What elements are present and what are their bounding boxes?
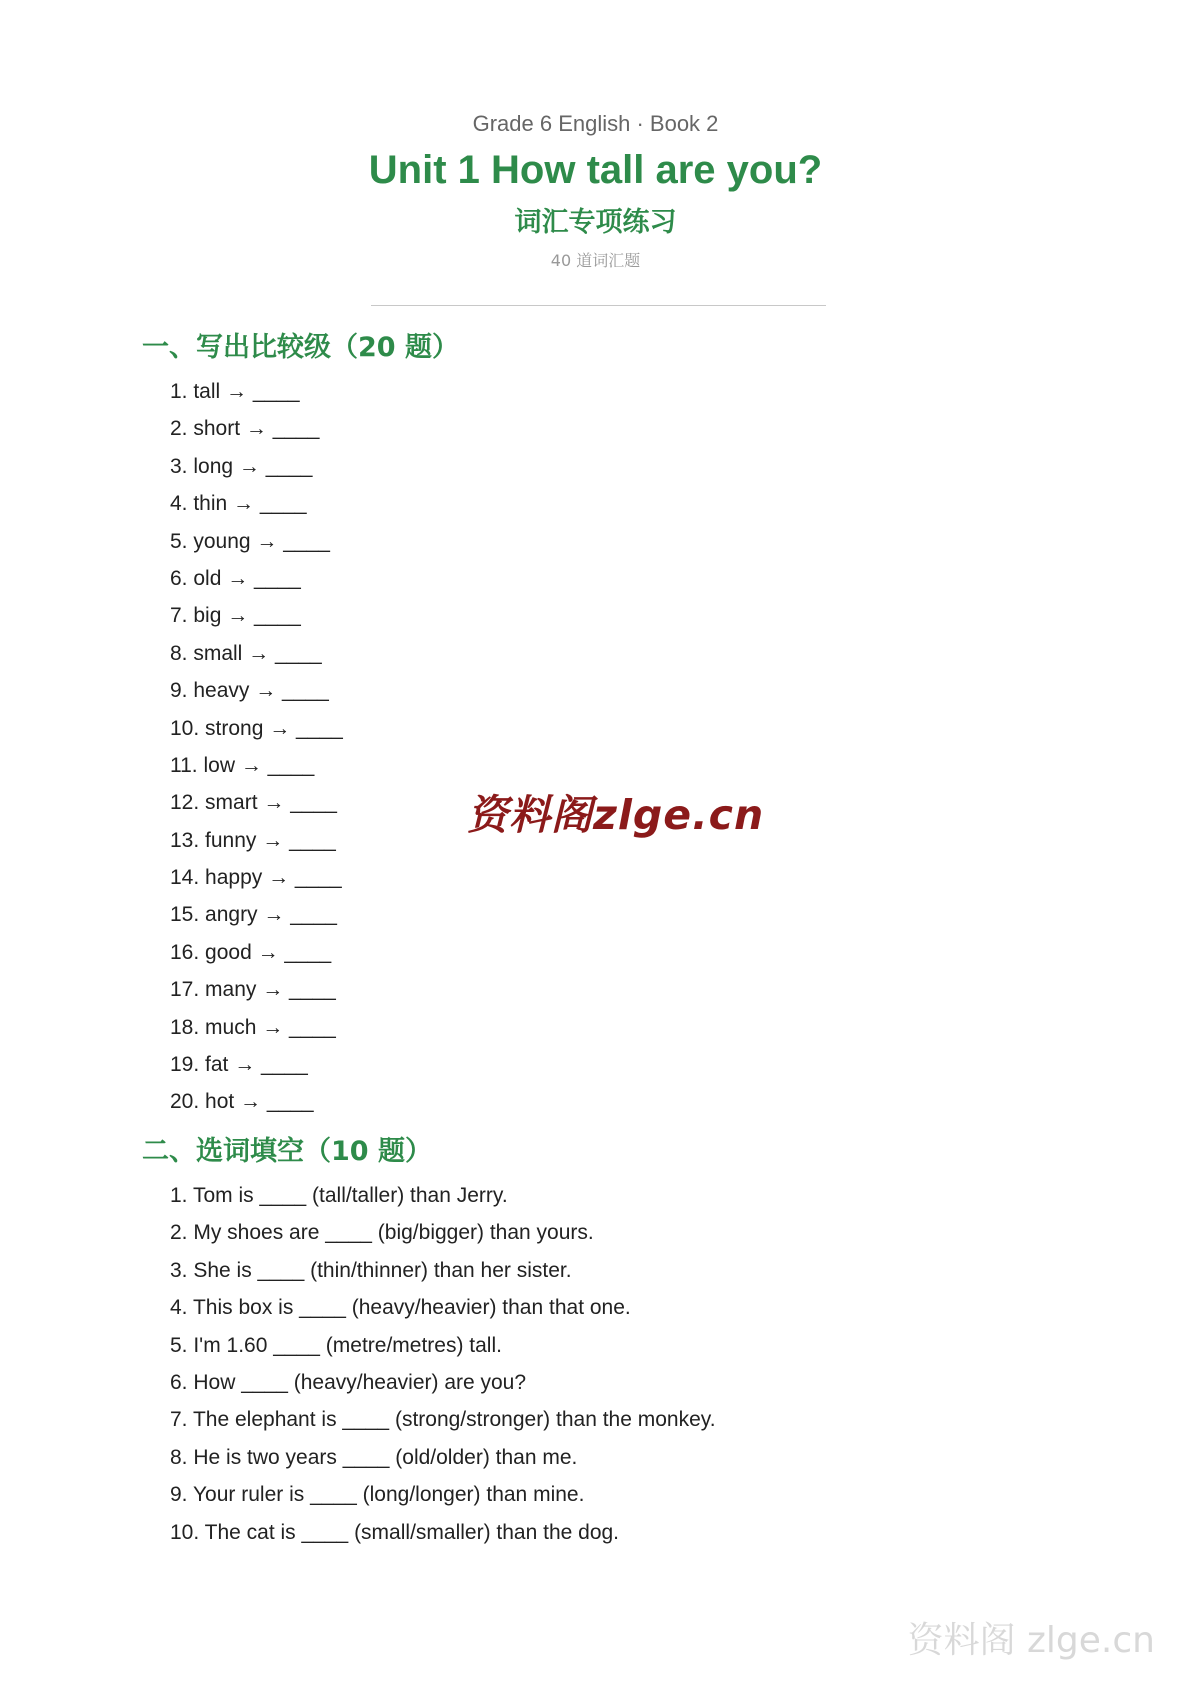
- list-item: 20. hot → ____: [170, 1090, 314, 1114]
- list-item: 9. heavy → ____: [170, 679, 329, 703]
- list-item: 5. young → ____: [170, 529, 330, 553]
- list-item: 3. She is ____ (thin/thinner) than her sister.: [170, 1258, 572, 1282]
- list-item: 3. long → ____: [170, 454, 313, 478]
- list-item: 17. many → ____: [170, 978, 336, 1002]
- list-item: 6. How ____ (heavy/heavier) are you?: [170, 1370, 527, 1394]
- list-item: 1. Tom is ____ (tall/taller) than Jerry.: [170, 1184, 508, 1207]
- list-item: 4. This box is ____ (heavy/heavier) than that one.: [170, 1296, 631, 1320]
- list-item: 13. funny → ____: [170, 828, 336, 852]
- header-divider: [371, 305, 826, 306]
- section1-list: [170, 373, 343, 1121]
- section1-title: 一、写出比较级（20 题）: [142, 332, 459, 363]
- list-item: 8. He is two years ____ (old/older) than me.: [170, 1445, 578, 1469]
- list-item: 18. much → ____: [170, 1015, 336, 1039]
- center-watermark: 资料阁zlge.cn: [467, 791, 765, 839]
- section2-title: 二、选词填空（10 题）: [142, 1136, 432, 1167]
- list-item: 2. My shoes are ____ (big/bigger) than yours.: [170, 1221, 594, 1245]
- list-item: 16. good → ____: [170, 940, 332, 964]
- list-item: 7. The elephant is ____ (strong/stronger) than the monkey.: [170, 1408, 716, 1432]
- list-item: 8. small → ____: [170, 641, 322, 665]
- list-item: 19. fat → ____: [170, 1053, 308, 1077]
- footer-watermark: 资料阁 zlge.cn: [907, 1620, 1155, 1661]
- list-item: 4. thin → ____: [170, 492, 307, 516]
- list-item: 12. smart → ____: [170, 791, 337, 815]
- document-header: [0, 108, 1191, 272]
- grade-subtitle: Grade 6 English · Book 2: [472, 111, 719, 136]
- list-item: 10. The cat is ____ (small/smaller) than the dog.: [170, 1520, 620, 1544]
- chinese-title: 词汇专项练习: [514, 207, 677, 238]
- list-item: 14. happy → ____: [170, 866, 342, 890]
- list-item: 2. short → ____: [170, 417, 320, 441]
- list-item: 15. angry → ____: [170, 903, 337, 927]
- list-item: 1. tall → ____: [170, 380, 300, 403]
- list-item: 11. low → ____: [170, 753, 315, 777]
- list-item: 6. old → ____: [170, 566, 301, 590]
- list-item: 9. Your ruler is ____ (long/longer) than mine.: [170, 1483, 585, 1507]
- list-item: 5. I'm 1.60 ____ (metre/metres) tall.: [170, 1333, 502, 1357]
- unit-title: Unit 1 How tall are you?: [368, 148, 823, 192]
- question-count: 40 道词汇题: [550, 251, 641, 270]
- section2-list: [170, 1177, 716, 1551]
- list-item: 7. big → ____: [170, 604, 301, 628]
- list-item: 10. strong → ____: [170, 716, 343, 740]
